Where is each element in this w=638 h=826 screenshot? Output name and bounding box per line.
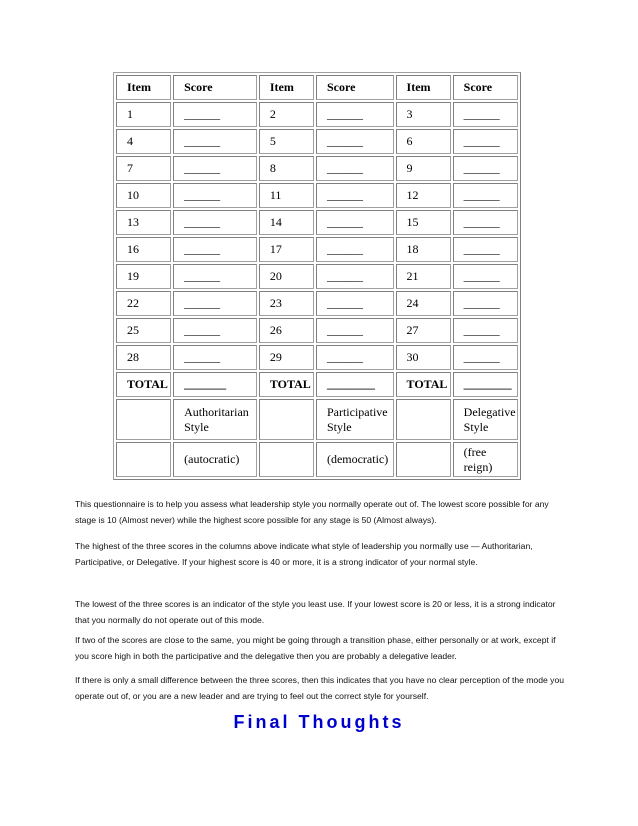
empty-cell bbox=[396, 442, 451, 477]
item-number: 19 bbox=[116, 264, 171, 289]
style-row bbox=[116, 399, 518, 440]
paragraph-text: The highest of the three scores in the columns above indicate what style of leadership you normally use — Authoritarian, Participative, or Delegative. If your highest score is 40 or more, it is a strong indicator of your normal style. bbox=[75, 541, 533, 567]
score-blank: ______ bbox=[453, 102, 518, 127]
total-blank: ________ bbox=[316, 372, 394, 397]
table-row bbox=[116, 156, 518, 181]
item-number: 28 bbox=[116, 345, 171, 370]
score-blank: ______ bbox=[316, 264, 394, 289]
total-label: TOTAL bbox=[116, 372, 171, 397]
item-number: 17 bbox=[259, 237, 314, 262]
score-blank: ______ bbox=[173, 237, 257, 262]
score-blank: ______ bbox=[316, 291, 394, 316]
score-blank: ______ bbox=[316, 129, 394, 154]
paragraph-intro bbox=[75, 496, 567, 528]
item-number: 1 bbox=[116, 102, 171, 127]
header-cell: Score bbox=[173, 75, 257, 100]
item-number: 22 bbox=[116, 291, 171, 316]
paragraph-lowest bbox=[75, 596, 567, 628]
total-label: TOTAL bbox=[396, 372, 451, 397]
score-blank: ______ bbox=[453, 345, 518, 370]
score-blank: ______ bbox=[173, 318, 257, 343]
score-blank: ______ bbox=[316, 210, 394, 235]
paragraph-text: This questionnaire is to help you assess what leadership style you normally operate out of. The lowest score possible for any stage is 10 (Almost never) while the highest score possible for any stage is 50 (Almost always). bbox=[75, 499, 549, 525]
paragraph-close-scores bbox=[75, 632, 567, 664]
header-cell: Item bbox=[116, 75, 171, 100]
paragraph-highest bbox=[75, 538, 567, 570]
item-number: 27 bbox=[396, 318, 451, 343]
score-blank: ______ bbox=[173, 345, 257, 370]
table-row bbox=[116, 291, 518, 316]
note-autocratic: (autocratic) bbox=[173, 442, 257, 477]
score-blank: ______ bbox=[173, 264, 257, 289]
table-row bbox=[116, 102, 518, 127]
total-row bbox=[116, 372, 518, 397]
score-blank: ______ bbox=[453, 156, 518, 181]
table-row bbox=[116, 183, 518, 208]
item-number: 3 bbox=[396, 102, 451, 127]
header-cell: Item bbox=[259, 75, 314, 100]
score-blank: ______ bbox=[173, 210, 257, 235]
item-number: 9 bbox=[396, 156, 451, 181]
score-blank: ______ bbox=[453, 318, 518, 343]
item-number: 12 bbox=[396, 183, 451, 208]
score-blank: ______ bbox=[173, 183, 257, 208]
table-row bbox=[116, 237, 518, 262]
score-blank: ______ bbox=[453, 237, 518, 262]
paragraph-text: If two of the scores are close to the same, you might be going through a transition phase, either personally or at work, except if you score high in both the participative and the delegative then you are probably a delegative leader. bbox=[75, 635, 556, 661]
item-number: 20 bbox=[259, 264, 314, 289]
item-number: 11 bbox=[259, 183, 314, 208]
style-note-row bbox=[116, 442, 518, 477]
section-heading: Final Thoughts bbox=[233, 712, 405, 732]
score-blank: ______ bbox=[173, 291, 257, 316]
score-blank: ______ bbox=[316, 183, 394, 208]
note-democratic: (democratic) bbox=[316, 442, 394, 477]
item-number: 10 bbox=[116, 183, 171, 208]
style-authoritarian: Authoritarian Style bbox=[173, 399, 257, 440]
score-blank: ______ bbox=[173, 102, 257, 127]
total-blank: _______ bbox=[173, 372, 257, 397]
header-cell: Score bbox=[453, 75, 518, 100]
style-delegative: Delegative Style bbox=[453, 399, 518, 440]
item-number: 13 bbox=[116, 210, 171, 235]
item-number: 24 bbox=[396, 291, 451, 316]
item-number: 23 bbox=[259, 291, 314, 316]
score-blank: ______ bbox=[173, 156, 257, 181]
score-blank: ______ bbox=[316, 237, 394, 262]
item-number: 15 bbox=[396, 210, 451, 235]
table-row bbox=[116, 264, 518, 289]
score-blank: ______ bbox=[453, 264, 518, 289]
item-number: 2 bbox=[259, 102, 314, 127]
paragraph-text: The lowest of the three scores is an indicator of the style you least use. If your lowest score is 20 or less, it is a strong indicator that you normally do not operate out of this mode. bbox=[75, 599, 556, 625]
header-cell: Item bbox=[396, 75, 451, 100]
table-row bbox=[116, 129, 518, 154]
item-number: 30 bbox=[396, 345, 451, 370]
item-number: 18 bbox=[396, 237, 451, 262]
item-number: 7 bbox=[116, 156, 171, 181]
score-blank: ______ bbox=[316, 156, 394, 181]
score-blank: ______ bbox=[453, 183, 518, 208]
score-blank: ______ bbox=[453, 129, 518, 154]
item-number: 29 bbox=[259, 345, 314, 370]
empty-cell bbox=[116, 399, 171, 440]
total-label: TOTAL bbox=[259, 372, 314, 397]
table-row bbox=[116, 210, 518, 235]
table-row bbox=[116, 345, 518, 370]
item-number: 21 bbox=[396, 264, 451, 289]
item-number: 26 bbox=[259, 318, 314, 343]
item-number: 8 bbox=[259, 156, 314, 181]
score-blank: ______ bbox=[316, 318, 394, 343]
empty-cell bbox=[259, 399, 314, 440]
score-blank: ______ bbox=[173, 129, 257, 154]
empty-cell bbox=[259, 442, 314, 477]
item-number: 6 bbox=[396, 129, 451, 154]
total-blank: ________ bbox=[453, 372, 518, 397]
score-table bbox=[113, 72, 521, 480]
empty-cell bbox=[116, 442, 171, 477]
paragraph-small-difference bbox=[75, 672, 567, 704]
paragraph-text: If there is only a small difference between the three scores, then this indicates that you have no clear perception of the mode you operate out of, or you are a new leader and are trying to feel out the correct style for yourself. bbox=[75, 675, 565, 701]
score-blank: ______ bbox=[316, 102, 394, 127]
score-blank: ______ bbox=[453, 291, 518, 316]
item-number: 25 bbox=[116, 318, 171, 343]
score-blank: ______ bbox=[453, 210, 518, 235]
empty-cell bbox=[396, 399, 451, 440]
score-blank: ______ bbox=[316, 345, 394, 370]
header-cell: Score bbox=[316, 75, 394, 100]
item-number: 4 bbox=[116, 129, 171, 154]
style-participative: Participative Style bbox=[316, 399, 394, 440]
note-free-reign: (free reign) bbox=[453, 442, 518, 477]
item-number: 5 bbox=[259, 129, 314, 154]
table-header-row bbox=[116, 75, 518, 100]
table-row bbox=[116, 318, 518, 343]
item-number: 14 bbox=[259, 210, 314, 235]
item-number: 16 bbox=[116, 237, 171, 262]
